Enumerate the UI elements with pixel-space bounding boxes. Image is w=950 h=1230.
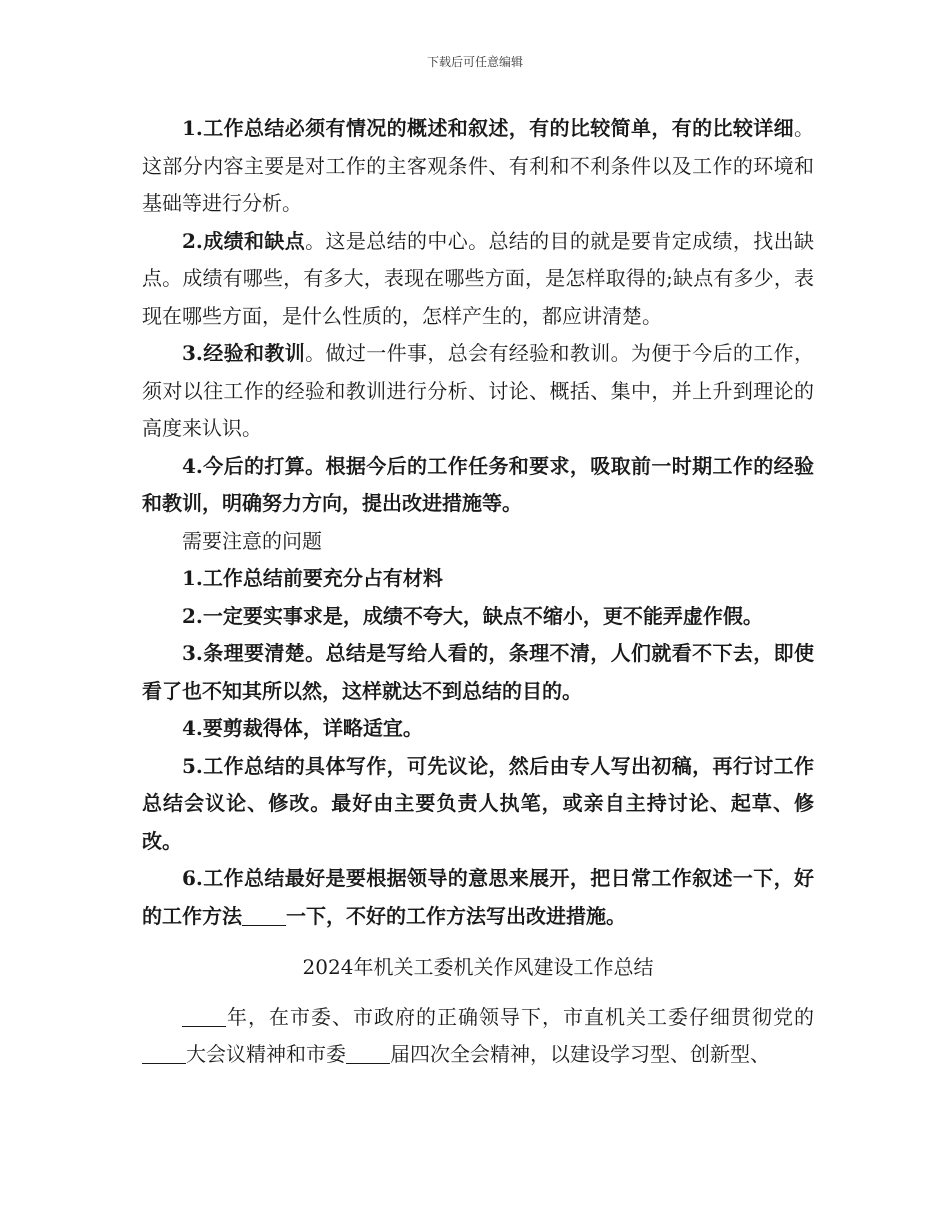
note-6-part2: 一下，不好的工作方法写出改进措施。 (286, 903, 626, 928)
intro-part3: 届四次全会精神，以建设学习型、创新型、 (390, 1042, 770, 1066)
item-3-text: 。做过一件事，总会有经验和教训。为便于今后的工作，须对以往工作的经验和教训进行分析、讨论、概括、集中，并上升到理论的高度来认识。 (142, 341, 814, 440)
item-3-heading: 3.经验和教训 (182, 341, 306, 365)
note-2: 2.一定要实事求是，成绩不夸大，缺点不缩小，更不能弄虚作假。 (182, 603, 763, 628)
note-6-part1: 6.工作总结最好是要根据领导的意思来展开，把日常工作叙述一下，好的工作方法 (142, 866, 814, 928)
note-3: 3.条理要清楚。总结是写给人看的，条理不清，人们就看不下去，即使看了也不知其所以然，这样就达不到总结的目的。 (142, 641, 814, 703)
item-2-heading: 2.成绩和缺点 (182, 228, 306, 253)
note-1: 1.工作总结前要充分占有材料 (182, 566, 443, 590)
blank-line (346, 1043, 390, 1064)
item-1 (142, 110, 814, 223)
note-6 (142, 860, 814, 935)
document-body (142, 110, 814, 1074)
note-5: 5.工作总结的具体写作，可先议论，然后由专人写出初稿，再行讨工作总结会议论、修改。最好由主要负责人执笔，或亲自主持讨论、起草、修改。 (142, 753, 814, 853)
note-4: 4.要剪裁得体，详略适宜。 (182, 716, 423, 740)
item-1-text: 。这部分内容主要是对工作的主客观条件、有利和不利条件以及工作的环境和基础等进行分析。 (142, 116, 814, 215)
intro-paragraph (142, 999, 814, 1074)
notes-heading: 需要注意的问题 (182, 528, 322, 553)
blank-line (182, 1006, 226, 1027)
item-2-text: 。这是总结的中心。总结的目的就是要肯定成绩，找出缺点。成绩有哪些，有多大，表现在哪些方面，是怎样取得的;缺点有多少，表现在哪些方面，是什么性质的，怎样产生的，都应讲清楚。 (142, 228, 814, 328)
blank-line (142, 1043, 186, 1064)
item-1-heading: 1.工作总结必须有情况的概述和叙述，有的比较简单，有的比较详细 (182, 116, 794, 140)
item-4 (142, 448, 814, 523)
blank-line (242, 905, 286, 926)
page-header: 下载后可任意编辑 (426, 55, 523, 69)
item-4-heading: 4.今后的打算。根据今后的工作任务和要求，吸取前一时期工作的经验和教训，明确努力方向，提出改进措施等。 (142, 453, 814, 515)
document-title: 2024年机关工委机关作风建设工作总结 (302, 955, 654, 979)
intro-part2: 大会议精神和市委 (186, 1042, 346, 1066)
item-3 (142, 335, 814, 448)
intro-part1: 年，在市委、市政府的正确领导下，市直机关工委仔细贯彻党的 (226, 1004, 814, 1029)
item-2 (142, 223, 814, 336)
